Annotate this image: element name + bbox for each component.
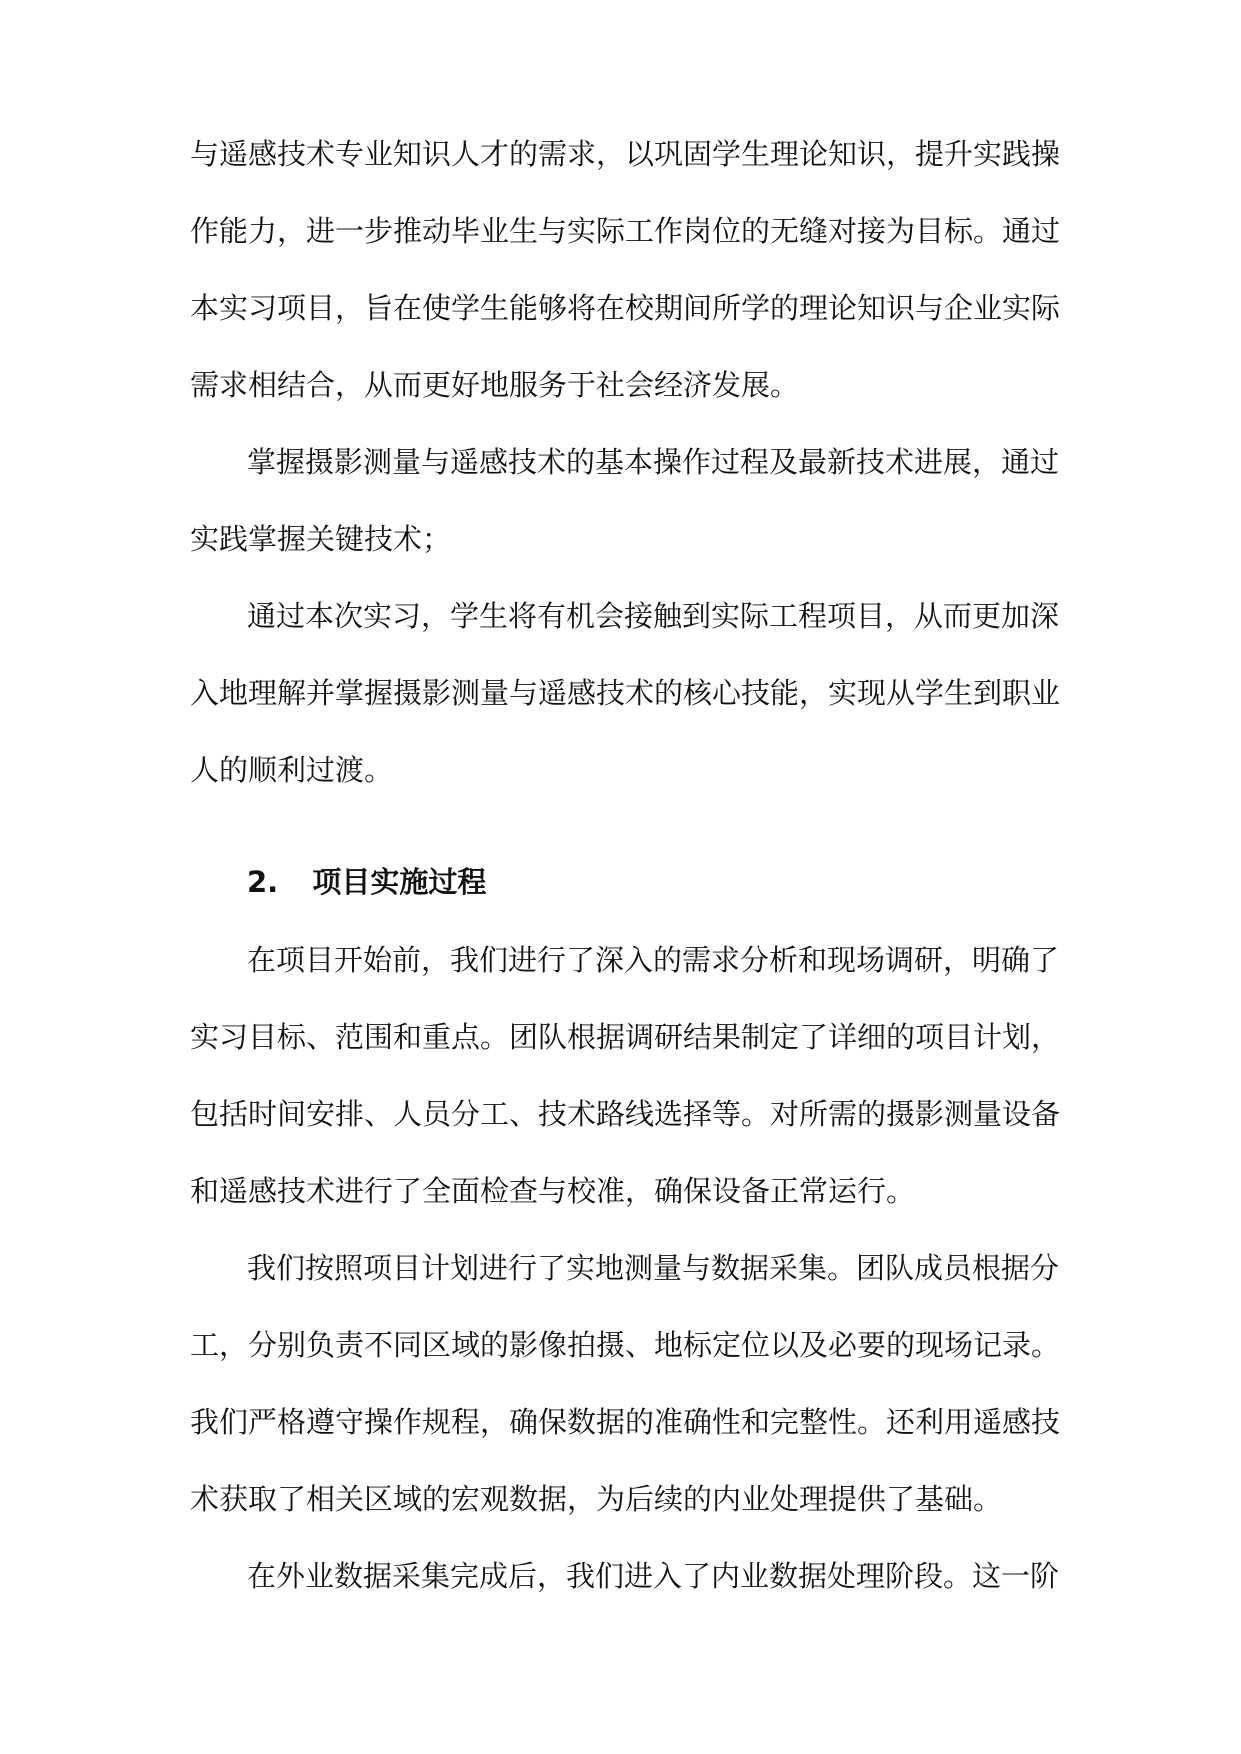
section-paragraph-2-line-2: 工，分别负责不同区域的影像拍摄、地标定位以及必要的现场记录。 — [190, 1328, 1061, 1362]
section-heading — [247, 862, 486, 902]
section-paragraph-1-line-3: 包括时间安排、人员分工、技术路线选择等。对所需的摄影测量设备 — [190, 1097, 1061, 1131]
paragraph-1-line-1: 与遥感技术专业知识人才的需求，以巩固学生理论知识，提升实践操 — [190, 137, 1061, 171]
paragraph-3-line-3: 人的顺利过渡。 — [190, 753, 394, 787]
paragraph-1-line-3: 本实习项目，旨在使学生能够将在校期间所学的理论知识与企业实际 — [190, 291, 1061, 325]
section-paragraph-1-line-2: 实习目标、范围和重点。团队根据调研结果制定了详细的项目计划， — [190, 1020, 1061, 1054]
section-paragraph-3-line-1: 在外业数据采集完成后，我们进入了内业数据处理阶段。这一阶 — [247, 1559, 1060, 1593]
section-paragraph-1-line-1: 在项目开始前，我们进行了深入的需求分析和现场调研，明确了 — [247, 943, 1060, 977]
section-paragraph-2-line-3: 我们严格遵守操作规程，确保数据的准确性和完整性。还利用遥感技 — [190, 1405, 1061, 1439]
section-number: 2. — [247, 865, 279, 899]
paragraph-2-line-1: 掌握摄影测量与遥感技术的基本操作过程及最新技术进展，通过 — [247, 445, 1060, 479]
paragraph-1-line-4: 需求相结合，从而更好地服务于社会经济发展。 — [190, 368, 800, 402]
paragraph-2-line-2: 实践掌握关键技术； — [190, 522, 452, 556]
paragraph-3-line-2: 入地理解并掌握摄影测量与遥感技术的核心技能，实现从学生到职业 — [190, 676, 1061, 710]
section-paragraph-1-line-4: 和遥感技术进行了全面检查与校准，确保设备正常运行。 — [190, 1174, 916, 1208]
paragraph-3-line-1: 通过本次实习，学生将有机会接触到实际工程项目，从而更加深 — [247, 599, 1060, 633]
section-paragraph-2-line-1: 我们按照项目计划进行了实地测量与数据采集。团队成员根据分 — [247, 1251, 1060, 1285]
section-paragraph-2-line-4: 术获取了相关区域的宏观数据，为后续的内业处理提供了基础。 — [190, 1482, 1003, 1516]
paragraph-1-line-2: 作能力，进一步推动毕业生与实际工作岗位的无缝对接为目标。通过 — [190, 214, 1061, 248]
section-title: 项目实施过程 — [312, 865, 487, 899]
